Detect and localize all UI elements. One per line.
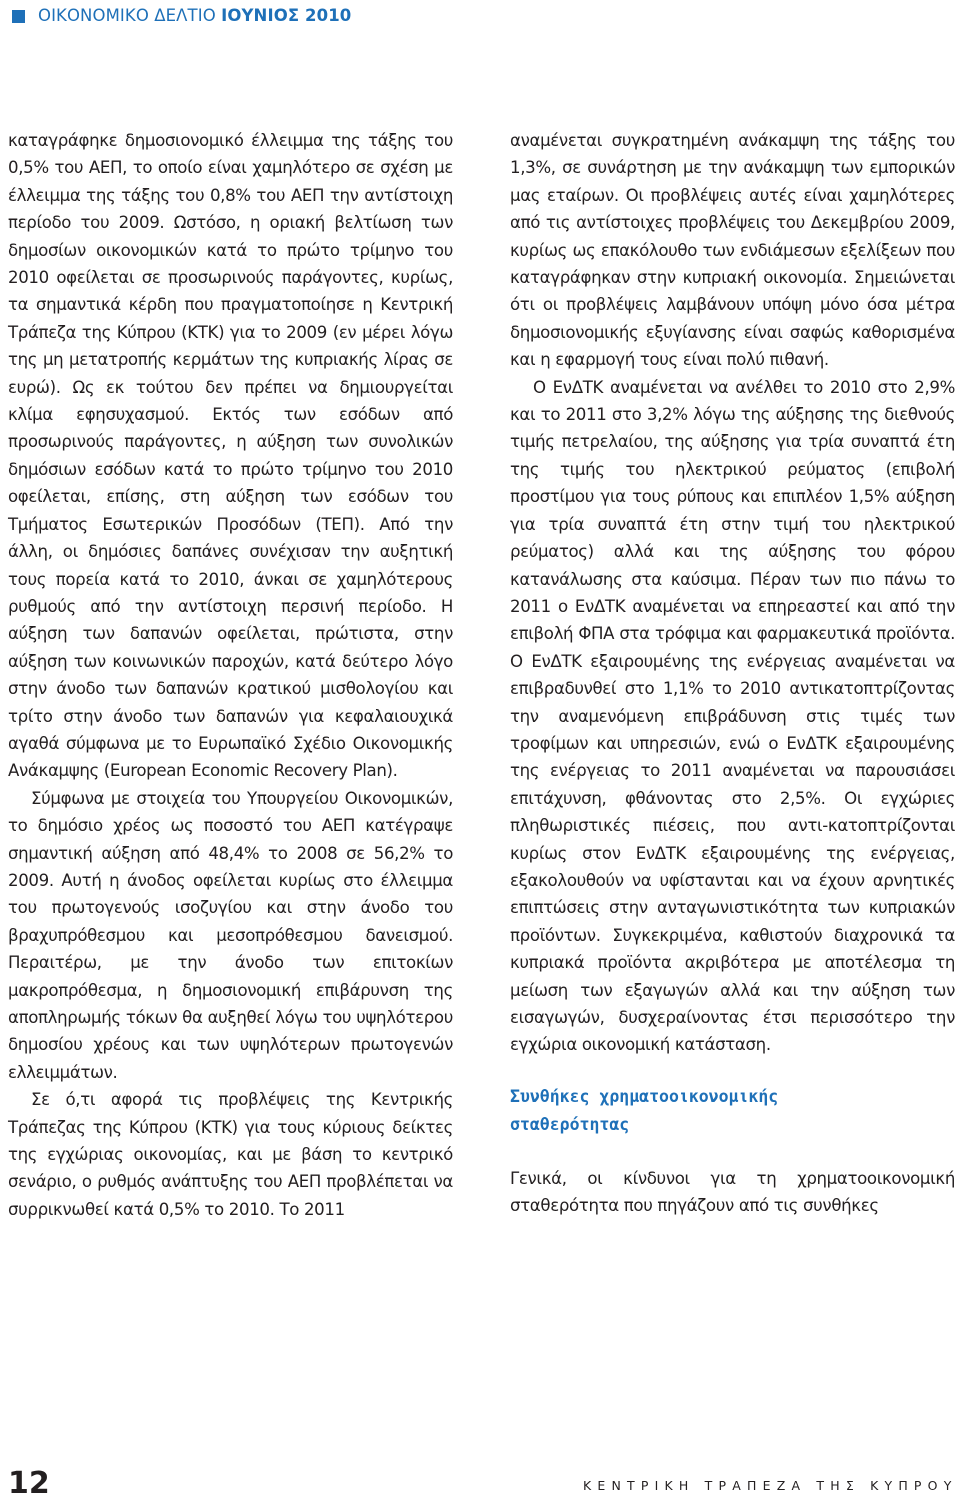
- running-title: [38, 6, 351, 25]
- section-heading-line-1: Συνθήκες χρηματοοικονομικής: [510, 1086, 779, 1106]
- section-heading: [510, 1083, 955, 1139]
- left-paragraph-1: καταγράφηκε δημοσιονομικό έλλειμμα της τάξης του 0,5% του ΑΕΠ, το οποίο είναι χαμηλότερο σε σχέση με έλλειμμα της τάξης του 0,8% του ΑΕΠ την αντίστοιχη περίοδο του 2009. Ωστόσο, η οριακή βελτίωση των δημοσίων οικονομικών κατά το πρώτο τρίμηνο του 2010 οφείλεται σε προσωρινούς παράγοντες, κυρίως, τα σημαντικά κέρδη που πραγματοποίησε η Κεντρική Τράπεζα της Κύπρου (ΚΤΚ) για το 2009 (εν μέρει λόγω της μη μετατροπής κερμάτων της κυπριακής λίρας σε ευρώ). Ως εκ τούτου δεν πρέπει να δημιουργείται κλίμα εφησυχασμού. Εκτός των εσόδων από προσωρινούς παράγοντες, η αύξηση των συνολικών δημόσιων εσόδων κατά το πρώτο τρίμηνο του 2010 οφείλεται, επίσης, στη αύξηση των εσόδων του Τμήματος Εσωτερικών Προσόδων (ΤΕΠ). Από την άλλη, οι δημόσιες δαπάνες συνέχισαν την αυξητική τους πορεία κατά το 2010, άνκαι σε χαμηλότερους ρυθμούς από την αντίστοιχη περσινή περίοδο. Η αύξηση των δαπανών οφείλεται, πρώτιστα, στην αύξηση των κοινωνικών παροχών, κατά δεύτερο λόγο στην άνοδο των δαπανών κρατικού μισθολογίου και τρίτο στην άνοδο των δαπανών για κεφαλαιουχικά αγαθά σύμφωνα με το Ευρωπαϊκό Σχέδιο Οικονομικής Ανάκαμψης (European Economic Recovery Plan).: [8, 131, 453, 781]
- right-paragraph-2: Ο ΕνΔΤΚ αναμένεται να ανέλθει το 2010 στο 2,9% και το 2011 στο 3,2% λόγω της αύξησης της διεθνούς τιμής πετρελαίου, της αύξησης για τρία συναπτά έτη της τιμής του ηλεκτρικού ρεύματος (επιβολή προστίμου για τους ρύπους και επιπλέον 1,5% αύξηση για τρία συναπτά έτη στην τιμή του ηλεκτρικού ρεύματος) αλλά και της αύξησης του φόρου κατανάλωσης στα καύσιμα. Πέραν των πιο πάνω το 2011 ο ΕνΔΤΚ αναμένεται να επηρεαστεί και από την επιβολή ΦΠΑ στα τρόφιμα και φαρμακευτικά προϊόντα. Ο ΕνΔΤΚ εξαιρουμένης της ενέργειας αναμένεται να επιβραδυνθεί στο 1,1% το 2010 αντικατοπτρίζοντας την αναμενόμενη επιβράδυνση στις τιμές των τροφίμων και υπηρεσιών, ενώ ο ΕνΔΤΚ εξαιρουμένης της ενέργειας το 2011 αναμένεται να παρουσιάσει επιτάχυνση, φθάνοντας στο 2,5%. Οι εγχώριες πληθωριστικές πιέσεις, που αντι-κατοπτρίζονται κυρίως στον ΕνΔΤΚ εξαιρουμένης της ενέργειας, εξακολουθούν να υφίστανται και να έχουν αρνητικές επιπτώσεις στην ανταγωνιστικότητα των κυπριακών προϊόντων. Συγκεκριμένα, καθιστούν διαχρονικά τα κυπριακά προϊόντα ακριβότερα με αποτέλεσμα τη μείωση των εξαγωγών αλλά και την αύξηση των εισαγωγών, δυσχεραίνοντας έτσι περισσότερο την εγχώρια οικονομική κατάσταση.: [510, 377, 955, 1055]
- left-paragraph-2: Σύμφωνα με στοιχεία του Υπουργείου Οικονομικών, το δημόσιο χρέος ως ποσοστό του ΑΕΠ κατέγραψε σημαντική αύξηση από 48,4% το 2008 σε 56,2% το 2009. Αυτή η άνοδος οφείλεται κυρίως στο έλλειμμα του πρωτογενούς ισοζυγίου και στην άνοδο του βραχυπρόθεσμου και μεσοπρόθεσμου δανεισμού. Περαιτέρω, με την άνοδο των επιτοκίων μακροπρόθεσμα, η δημοσιονομική επιβάρυνση της αποπληρωμής τόκων θα αυξηθεί λόγω του υψηλότερου δημοσίου χρέους και των υψηλότερων πρωτογενών ελλειμμάτων.: [8, 788, 453, 1082]
- left-paragraph-3: Σε ό,τι αφορά τις προβλέψεις της Κεντρικής Τράπεζας της Κύπρου (ΚΤΚ) για τους κύριους δείκτες της εγχώριας οικονομίας, και με βάση το κεντρικό σενάριο, ο ρυθμός ανάπτυξης του ΑΕΠ προβλέπεται να συρρικνωθεί κατά 0,5% το 2010. Το 2011: [8, 1090, 453, 1219]
- right-column: [510, 127, 955, 1220]
- footer-bank-name: ΚΕΝΤΡΙΚΗ ΤΡΑΠΕΖΑ ΤΗΣ ΚΥΠΡΟΥ: [583, 1478, 958, 1493]
- section-heading-line-2: σταθερότητας: [510, 1114, 630, 1134]
- publication-title: ΟΙΚΟΝΟΜΙΚΟ ΔΕΛΤΙΟ: [38, 6, 216, 25]
- right-paragraph-3: Γενικά, οι κίνδυνοι για τη χρηματοοικονομική σταθερότητα που πηγάζουν από τις συνθήκες: [510, 1168, 955, 1216]
- page-header: [0, 0, 960, 34]
- page-number: 12: [8, 1466, 50, 1501]
- issue-label: ΙΟΥΝΙΟΣ 2010: [221, 6, 352, 25]
- header-square-icon: [12, 10, 25, 23]
- right-paragraph-1: αναμένεται συγκρατημένη ανάκαμψη της τάξης του 1,3%, σε συνάρτηση με την ανάκαμψη των εμπορικών μας εταίρων. Οι προβλέψεις αυτές είναι χαμηλότερες από τις αντίστοιχες προβλέψεις του Δεκεμβρίου 2009, κυρίως ως επακόλουθο των ενδιάμεσων εξελίξεων που καταγράφηκαν στην κυπριακή οικονομία. Σημειώνεται ότι οι προβλέψεις λαμβάνουν υπόψη μόνο όσα μέτρα δημοσιονομικής εξυγίανσης είναι σαφώς καθορισμένα και η εφαρμογή τους είναι πολύ πιθανή.: [510, 131, 955, 370]
- left-column: [8, 127, 453, 1223]
